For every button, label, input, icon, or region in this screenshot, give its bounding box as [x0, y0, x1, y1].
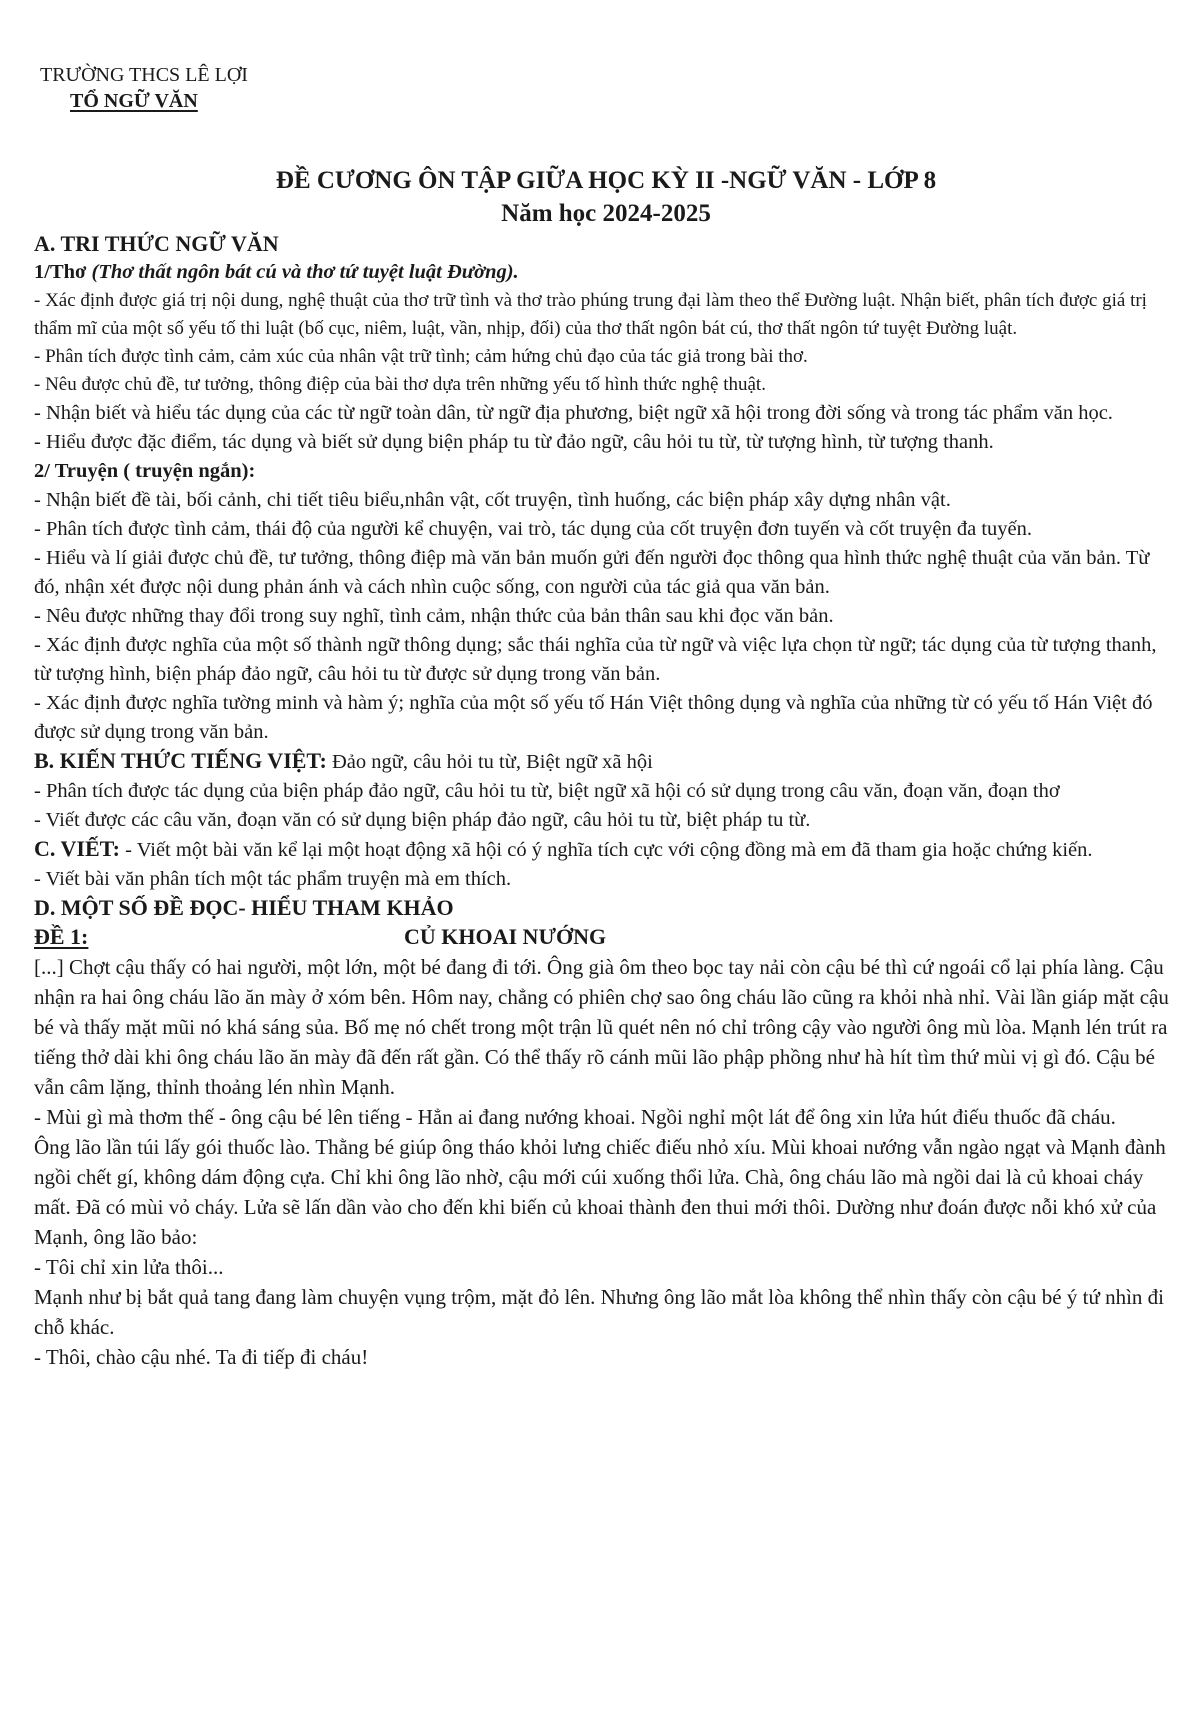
list-item: - Hiểu và lí giải được chủ đề, tư tưởng, thông điệp mà văn bản muốn gửi đến người đọc thông qua hình thức nghệ thuật của văn bản. Từ đó, nhận xét được nội dung phản ánh và cách nhìn cuộc sống, con người của tác giả qua văn bản.	[34, 547, 1150, 598]
story-paragraph: Mạnh như bị bắt quả tang đang làm chuyện vụng trộm, mặt đỏ lên. Nhưng ông lão mắt lòa không thể nhìn thấy còn cậu bé ý tứ nhìn đi chỗ khác.	[34, 1285, 1165, 1339]
list-item: - Phân tích được tác dụng của biện pháp đảo ngữ, câu hỏi tu từ, biệt ngữ xã hội có sử dụng trong câu văn, đoạn văn, đoạn thơ	[34, 780, 1060, 802]
list-item: - Nhận biết đề tài, bối cảnh, chi tiết tiêu biểu,nhân vật, cốt truyện, tình huống, các biện pháp xây dựng nhân vật.	[34, 489, 951, 511]
school-name: TRƯỜNG THCS LÊ LỢI	[40, 64, 248, 86]
section-c-heading: C. VIẾT:	[34, 836, 120, 861]
poetry-heading	[34, 258, 1178, 287]
list-item: - Hiểu được đặc điểm, tác dụng và biết sử dụng biện pháp tu từ đảo ngữ, câu hỏi tu từ, từ tượng hình, từ tượng thanh.	[34, 431, 994, 453]
exam-title-line	[34, 922, 1178, 952]
poetry-heading-note: (Thơ thất ngôn bát cú và thơ tứ tuyệt luật Đường).	[91, 261, 519, 283]
department-name: TỔ NGỮ VĂN	[70, 90, 198, 112]
story-paragraph: - Mùi gì mà thơm thế - ông cậu bé lên tiếng - Hẳn ai đang nướng khoai. Ngồi nghỉ một lát để ông xin lửa hút điếu thuốc đã cháu.	[34, 1105, 1116, 1129]
list-item: - Nhận biết và hiểu tác dụng của các từ ngữ toàn dân, từ ngữ địa phương, biệt ngữ xã hội trong đời sống và trong tác phẩm văn học.	[34, 402, 1113, 424]
list-item: - Phân tích được tình cảm, thái độ của người kể chuyện, vai trò, tác dụng của cốt truyện đơn tuyến và cốt truyện đa tuyến.	[34, 518, 1033, 540]
document-subtitle: Năm học 2024-2025	[501, 200, 711, 227]
list-item: - Viết bài văn phân tích một tác phẩm truyện mà em thích.	[34, 868, 512, 890]
list-item: - Xác định được nghĩa của một số thành ngữ thông dụng; sắc thái nghĩa của từ ngữ và việc lựa chọn từ ngữ; tác dụng của từ tượng thanh, từ tượng hình, biện pháp đảo ngữ, câu hỏi tu từ được sử dụng trong văn bản.	[34, 634, 1157, 685]
header-block	[40, 62, 1178, 114]
section-b-heading-line	[34, 747, 1178, 777]
list-item: - Viết được các câu văn, đoạn văn có sử dụng biện pháp đảo ngữ, câu hỏi tu từ, biệt pháp tu từ.	[34, 809, 811, 831]
section-c-task: - Viết một bài văn kể lại một hoạt động xã hội có ý nghĩa tích cực với cộng đồng mà em đã tham gia hoặc chứng kiến.	[119, 839, 1093, 861]
story-paragraph: [...] Chợt cậu thấy có hai người, một lớn, một bé đang đi tới. Ông già ôm theo bọc tay nải còn cậu bé thì cứ ngoái cổ lại phía làng. Cậu nhận ra hai ông cháu lão ăn mày ở xóm bên. Hôm nay, chẳng có phiên chợ sao ông cháu lão cũng ra khỏi nhà nhỉ. Vài lần giáp mặt cậu bé và thấy mặt mũi nó khá sáng sủa. Bố mẹ nó chết trong một trận lũ quét nên nó chỉ trông cậy vào người ông mù lòa. Mạnh lén trút ra tiếng thở dài khi ông cháu lão ăn mày đã đến rất gần. Có thể thấy rõ cánh mũi lão phập phồng như hà hít tìm thứ mùi vị gì đó. Cậu bé vẫn câm lặng, thỉnh thoảng lén nhìn Mạnh.	[34, 955, 1169, 1099]
list-item: - Xác định được giá trị nội dung, nghệ thuật của thơ trữ tình và thơ trào phúng trung đại làm theo thể Đường luật. Nhận biết, phân tích được giá trị thẩm mĩ của một số yếu tố thi luật (bố cục, niêm, luật, vần, nhịp, đối) của thơ thất ngôn bát cú, thơ thất ngôn tứ tuyệt Đường luật.	[34, 290, 1147, 339]
story-paragraph: - Thôi, chào cậu nhé. Ta đi tiếp đi cháu!	[34, 1345, 369, 1369]
section-a-heading: A. TRI THỨC NGỮ VĂN	[34, 231, 279, 256]
story-heading: 2/ Truyện ( truyện ngắn):	[34, 460, 256, 482]
exam-label: ĐỀ 1:	[34, 924, 89, 949]
section-c-heading-line	[34, 835, 1178, 865]
section-d-heading: D. MỘT SỐ ĐỀ ĐỌC- HIỂU THAM KHẢO	[34, 895, 454, 920]
story-paragraph: - Tôi chỉ xin lửa thôi...	[34, 1255, 224, 1279]
list-item: - Xác định được nghĩa tường minh và hàm ý; nghĩa của một số yếu tố Hán Việt thông dụng và nghĩa của những từ có yếu tố Hán Việt đó được sử dụng trong văn bản.	[34, 692, 1153, 743]
poetry-heading-label: 1/Thơ	[34, 261, 92, 283]
list-item: - Nêu được chủ đề, tư tưởng, thông điệp của bài thơ dựa trên những yếu tố hình thức nghệ thuật.	[34, 374, 766, 395]
section-b-heading: B. KIẾN THỨC TIẾNG VIỆT:	[34, 748, 327, 773]
section-b-topics: Đảo ngữ, câu hỏi tu từ, Biệt ngữ xã hội	[326, 751, 653, 773]
list-item: - Phân tích được tình cảm, cảm xúc của nhân vật trữ tình; cảm hứng chủ đạo của tác giả trong bài thơ.	[34, 346, 808, 367]
list-item: - Nêu được những thay đổi trong suy nghĩ, tình cảm, nhận thức của bản thân sau khi đọc văn bản.	[34, 605, 834, 627]
story-paragraph: Ông lão lần túi lấy gói thuốc lào. Thằng bé giúp ông tháo khỏi lưng chiếc điếu nhỏ xíu. Mùi khoai nướng vẫn ngào ngạt và Mạnh đành ngồi chết gí, không dám động cựa. Chỉ khi ông lão nhờ, cậu mới cúi xuống thổi lửa. Chà, ông cháu lão mà ngồi dai là củ khoai cháy mất. Đã có mùi vỏ cháy. Lửa sẽ lấn dần vào cho đến khi biến củ khoai thành đen thui mới thôi. Dường như đoán được nỗi khó xử của Mạnh, ông lão bảo:	[34, 1135, 1166, 1249]
document-title: ĐỀ CƯƠNG ÔN TẬP GIỮA HỌC KỲ II -NGỮ VĂN - LỚP 8	[275, 167, 937, 194]
story-title: CỦ KHOAI NƯỚNG	[404, 924, 607, 949]
